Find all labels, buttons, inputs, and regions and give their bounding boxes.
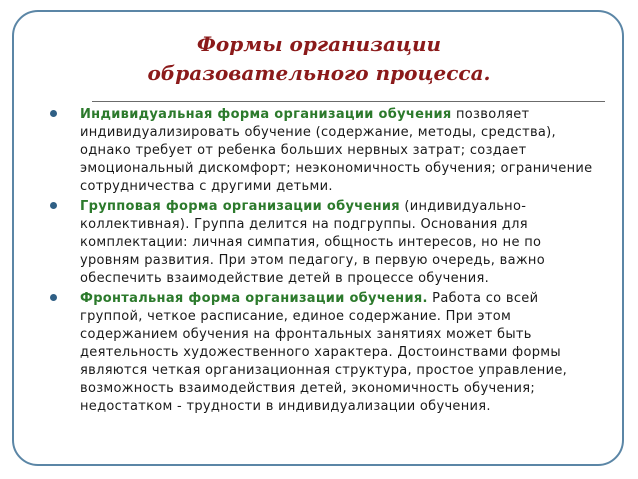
item-heading-group: Групповая форма организации обучения xyxy=(80,199,400,214)
item-heading-frontal: Фронтальная форма организации обучения. xyxy=(80,291,428,306)
list-item-frontal xyxy=(0,290,638,416)
bullet-icon xyxy=(50,110,57,117)
item-body-individual: позволяет индивидуализировать обучение (содержание, методы, средства), однако требует от ребенка больших нервных затрат; создает эмоциональный дискомфорт; неэкономичность обучения; ограничение сотрудничества с другими детьми. xyxy=(80,107,593,194)
bullet-list xyxy=(0,106,638,418)
title-divider xyxy=(92,101,605,102)
list-item-individual xyxy=(0,106,638,196)
title-line-1: Формы организации xyxy=(196,32,442,56)
slide-title xyxy=(0,30,638,88)
title-line-2: образовательного процесса. xyxy=(147,61,491,85)
list-item-text xyxy=(80,290,600,416)
list-item-text xyxy=(80,198,600,288)
item-heading-individual: Индивидуальная форма организации обучения xyxy=(80,107,452,122)
item-body-group: (индивидуально-коллективная). Группа делится на подгруппы. Основания для комплектации: личная симпатия, общность интересов, но не по уровням развития. При этом педагогу, в первую очередь, важно обеспечить взаимодействие детей в процессе обучения. xyxy=(80,199,545,286)
list-item-text xyxy=(80,106,600,196)
item-body-frontal: Работа со всей группой, четкое расписание, единое содержание. При этом содержанием обучения на фронтальных занятиях может быть деятельность художественного характера. Достоинствами формы являются четкая организационная структура, простое управление, возможность взаимодействия детей, экономичность обучения; недостатком - трудности в индивидуализации обучения. xyxy=(80,291,568,414)
list-item-group xyxy=(0,198,638,288)
bullet-icon xyxy=(50,294,57,301)
bullet-icon xyxy=(50,202,57,209)
